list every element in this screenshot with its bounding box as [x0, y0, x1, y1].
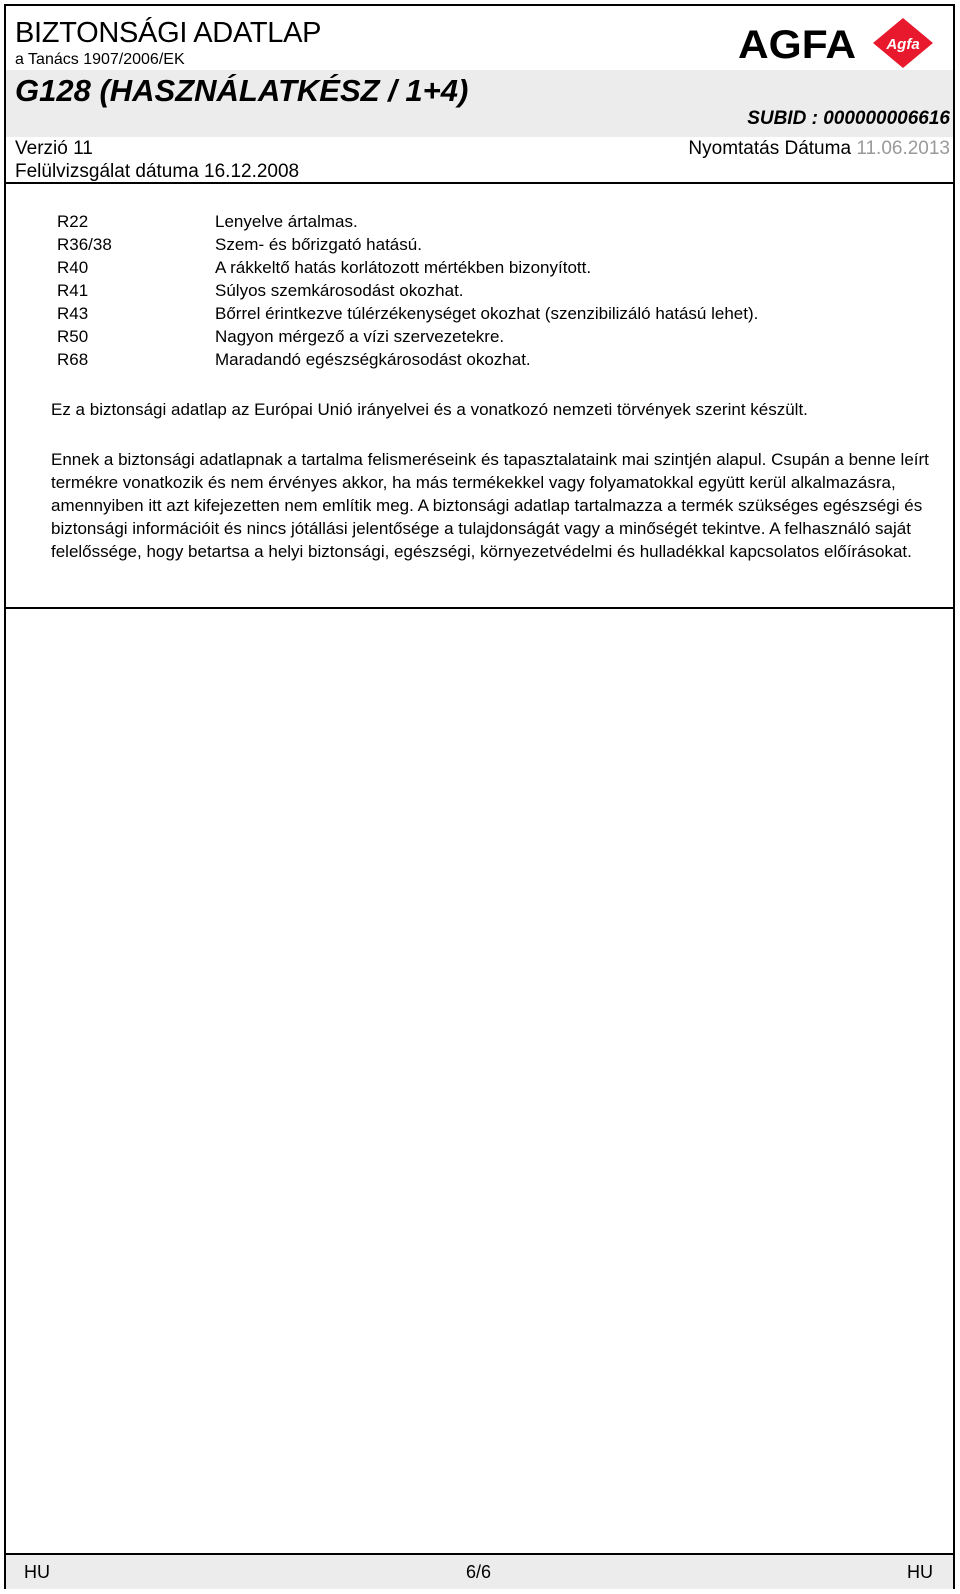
eu-compliance-statement: Ez a biztonsági adatlap az Európai Unió irányelvei és a vonatkozó nemzeti törvények szerint készült.	[51, 400, 808, 419]
r-phrase-code: R40	[57, 258, 89, 277]
r-phrase-text: Lenyelve ártalmas.	[215, 212, 358, 231]
r-phrase-row	[0, 256, 955, 279]
r-phrase-row	[0, 210, 955, 233]
r-phrase-text: Súlyos szemkárosodást okozhat.	[215, 281, 464, 300]
r-phrase-code: R36/38	[57, 235, 112, 254]
page-number: 6/6	[466, 1562, 492, 1582]
agfa-rhombus-icon	[873, 18, 933, 68]
revision-date: Felülvizsgálat dátuma 16.12.2008	[15, 161, 300, 182]
r-phrase-text: Szem- és bőrizgató hatású.	[215, 235, 422, 254]
regulation-reference: a Tanács 1907/2006/EK	[15, 51, 185, 68]
r-phrase-row	[0, 325, 955, 348]
section-divider	[6, 607, 953, 609]
logo-badge-text: Agfa	[886, 36, 920, 53]
r-phrase-text: Bőrrel érintkezve túlérzékenységet okozhat (szenzibilizáló hatású lehet).	[215, 304, 759, 323]
footer-country-left: HU	[24, 1562, 50, 1582]
r-phrase-text: Maradandó egészségkárosodást okozhat.	[215, 350, 531, 369]
print-date-value: 11.06.2013	[856, 138, 950, 159]
r-phrase-code: R41	[57, 281, 89, 300]
r-phrase-row	[0, 233, 955, 256]
document-title: BIZTONSÁGI ADATLAP	[15, 17, 322, 49]
r-phrase-code: R43	[57, 304, 89, 323]
print-date-label: Nyomtatás Dátuma	[688, 138, 852, 159]
print-date	[688, 138, 950, 160]
logo-wordmark: AGFA	[738, 23, 856, 67]
r-phrase-text: A rákkeltő hatás korlátozott mértékben bizonyított.	[215, 258, 592, 277]
r-phrase-row	[0, 302, 955, 325]
r-phrase-text: Nagyon mérgező a vízi szervezetekre.	[215, 327, 505, 346]
footer-country-right: HU	[907, 1562, 933, 1582]
product-name: G128 (HASZNÁLATKÉSZ / 1+4)	[15, 73, 469, 108]
r-phrase-code: R50	[57, 327, 89, 346]
subid: SUBID : 000000006616	[747, 108, 950, 129]
version: Verzió 11	[15, 138, 93, 159]
r-phrase-list	[0, 210, 955, 371]
r-phrase-row	[0, 348, 955, 371]
r-phrase-row	[0, 279, 955, 302]
r-phrase-code: R68	[57, 350, 89, 369]
disclaimer-paragraph: Ennek a biztonsági adatlapnak a tartalma felismeréseink és tapasztalataink mai szintjén alapul. Csupán a benne leírt termékre vonatkozik és nem érvényes akkor, ha más termékekkel vagy folyamatokkal együtt kerül alkalmazásra, amennyiben itt azt kifejezetten nem említik meg. A biztonsági adatlap tartalmazza a termék szükséges egészségi és biztonsági információit és nincs jótállási jelentősége a tulajdonságát vagy a minőségét tekintve. A felhasználó saját felelőssége, hogy betartsa a helyi biztonsági, egészségi, környezetvédelmi és hulladékkal kapcsolatos előírásokat.	[51, 450, 929, 561]
agfa-logo	[738, 18, 948, 68]
r-phrase-code: R22	[57, 212, 89, 231]
page-footer	[6, 1553, 953, 1589]
